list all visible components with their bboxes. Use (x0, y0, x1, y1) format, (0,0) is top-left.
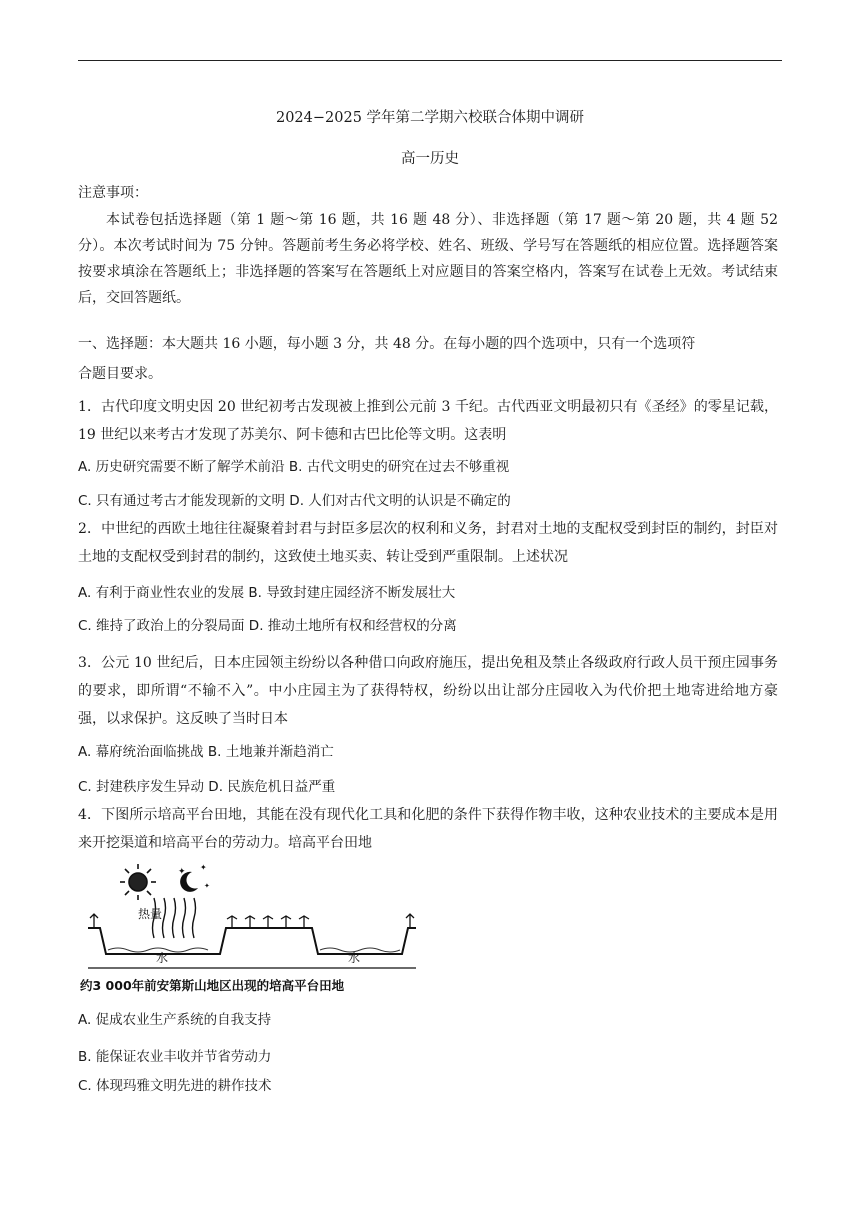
question-4-option-a: A. 促成农业生产系统的自我支持 (78, 1012, 272, 1028)
svg-text:✦: ✦ (178, 867, 186, 877)
question-2-options-ab: A. 有利于商业性农业的发展 B. 导致封建庄园经济不断发展壮大 (78, 585, 456, 601)
question-3-options-ab: A. 幕府统治面临挑战 B. 土地兼并渐趋消亡 (78, 744, 334, 760)
question-4-option-b: B. 能保证农业丰收并节省劳动力 (78, 1049, 272, 1065)
heat-label: 热量 (138, 907, 163, 921)
moon-icon (178, 863, 210, 892)
water-label-right: 水 (348, 951, 361, 965)
question-4-option-c: C. 体现玛雅文明先进的耕作技术 (78, 1078, 272, 1094)
notice-body: 本试卷包括选择题（第 1 题～第 16 题，共 16 题 48 分）、非选择题（第 17 题～第 20 题，共 4 题 52 分）。本次考试时间为 75 分钟。答题前考生务必将学校、姓名、班级、学号写在答题纸的相应位置。选择题答案按要求填涂在答题纸上；非选择题的答案写在答题纸上对应题目的答案空格内，答案写在试卷上无效。考试结束后，交回答题纸。 (78, 212, 778, 306)
raised-field-illustration (80, 858, 420, 976)
section1-intro-line2: 合题目要求。 (78, 366, 162, 382)
svg-text:✦: ✦ (200, 863, 207, 872)
sun-icon (120, 864, 156, 900)
question-1-options-cd: C. 只有通过考古才能发现新的文明 D. 人们对古代文明的认识是不确定的 (78, 493, 511, 509)
figure-caption: 约3 000年前安第斯山地区出现的培高平台田地 (80, 978, 345, 993)
section1-intro-line1: 一、选择题：本大题共 16 小题，每小题 3 分，共 48 分。在每小题的四个选项中，只有一个选项符 (78, 336, 696, 352)
question-1-stem: 1．古代印度文明史因 20 世纪初考古发现被上推到公元前 3 千纪。古代西亚文明最初只有《圣经》的零星记载，19 世纪以来考古才发现了苏美尔、阿卡德和古巴比伦等文明。这表明 (78, 399, 778, 443)
exam-subject: 高一历史 (401, 151, 459, 167)
svg-text:✦: ✦ (204, 882, 210, 890)
question-3-options-cd: C. 封建秩序发生异动 D. 民族危机日益严重 (78, 779, 336, 795)
field-profile (88, 928, 416, 954)
notice-heading: 注意事项： (78, 185, 148, 201)
water-label-left: 水 (156, 951, 169, 965)
question-3-stem: 3．公元 10 世纪后，日本庄园领主纷纷以各种借口向政府施压，提出免租及禁止各级政府行政人员干预庄园事务的要求，即所谓“不输不入”。中小庄园主为了获得特权，纷纷以出让部分庄园收入为代价把土地寄进给地方豪强，以求保护。这反映了当时日本 (78, 655, 778, 727)
header-rule (78, 60, 782, 61)
question-2-options-cd: C. 维持了政治上的分裂局面 D. 推动土地所有权和经营权的分离 (78, 618, 457, 634)
question-1-options-ab: A. 历史研究需要不断了解学术前沿 B. 古代文明史的研究在过去不够重视 (78, 459, 510, 475)
raised-field-figure (80, 858, 420, 998)
question-4-stem: 4．下图所示培高平台田地，其能在没有现代化工具和化肥的条件下获得作物丰收，这种农业技术的主要成本是用来开挖渠道和培高平台的劳动力。培高平台田地 (78, 807, 778, 851)
exam-title: 2024−2025 学年第二学期六校联合体期中调研 (275, 110, 585, 126)
question-2-stem: 2．中世纪的西欧土地往往凝聚着封君与封臣多层次的权利和义务，封君对土地的支配权受到封臣的制约，封臣对土地的支配权受到封君的制约，这致使土地买卖、转让受到严重限制。上述状况 (78, 521, 778, 565)
